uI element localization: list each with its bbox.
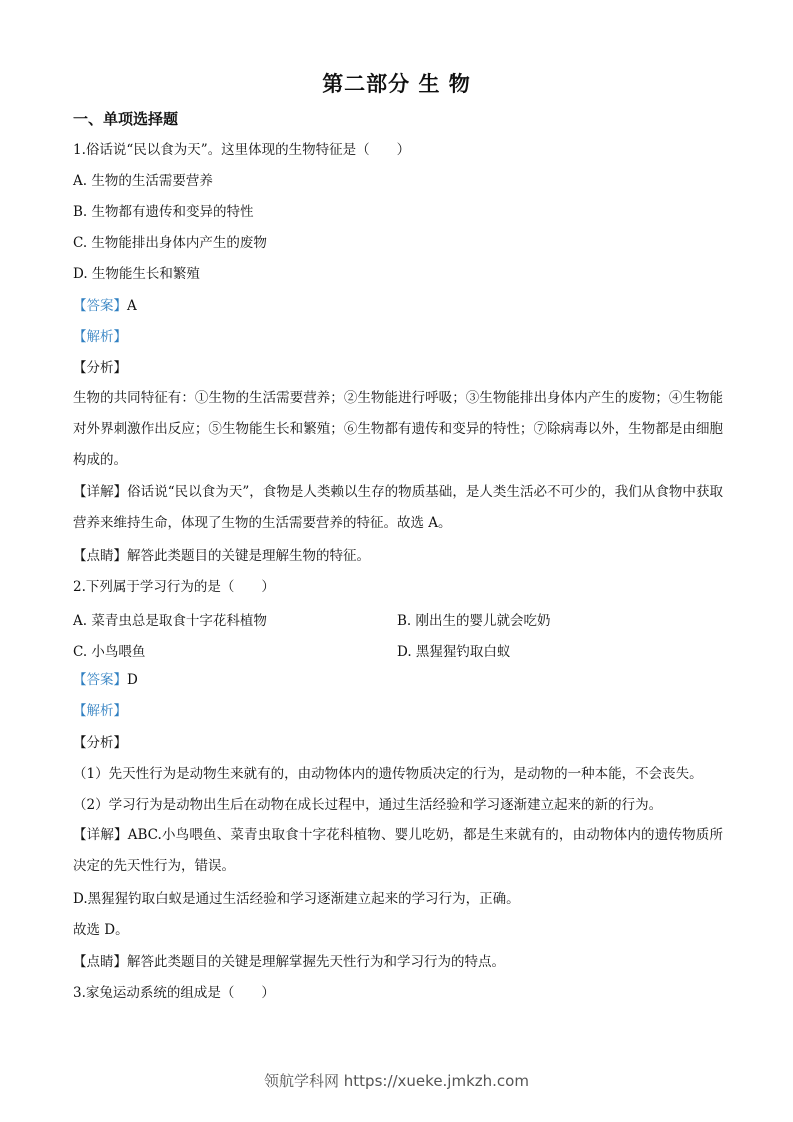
q1-option-b: B. 生物都有遗传和变异的特性	[73, 204, 254, 220]
q1-fenxi-tag: 【分析】	[73, 360, 127, 376]
q1-answer	[73, 297, 137, 315]
q1-jiexi-tag: 【解析】	[73, 329, 127, 345]
answer-value: D	[127, 672, 138, 688]
footer-watermark: 领航学科网 https://xueke.jmkzh.com	[264, 1072, 529, 1090]
q2-option-b: B. 刚出生的婴儿就会吃奶	[397, 613, 551, 629]
q2-choose: 故选 D。	[73, 922, 129, 938]
xiangjie-tag: 【详解】	[73, 484, 128, 500]
q2-fenxi-2: （2）学习行为是动物出生后在动物在成长过程中，通过生活经验和学习逐渐建立起来的新的行为。	[73, 797, 663, 813]
q2-line-d: D.黑猩猩钓取白蚁是通过生活经验和学习逐渐建立起来的学习行为，正确。	[73, 891, 520, 907]
section-heading: 一、单项选择题	[73, 110, 179, 128]
q1-option-a: A. 生物的生活需要营养	[73, 173, 213, 189]
answer-tag: 【答案】	[73, 298, 127, 314]
q1-xiangjie	[73, 477, 723, 539]
answer-value: A	[127, 298, 137, 314]
q3-stem: 3.家兔运动系统的组成是（ ）	[73, 985, 275, 1001]
dianjing-text: 解答此类题目的关键是理解掌握先天性行为和学习行为的特点。	[127, 954, 505, 970]
q1-stem: 1.俗话说“民以食为天”。这里体现的生物特征是（ ）	[73, 142, 411, 158]
q2-xiangjie	[73, 820, 723, 882]
xiangjie-text: ABC.小鸟喂鱼、菜青虫取食十字花科植物、婴儿吃奶，都是生来就有的，由动物体内的遗传物质所决定的先天性行为，错误。	[73, 827, 723, 874]
q2-answer	[73, 671, 138, 689]
q2-fenxi-1: （1）先天性行为是动物生来就有的，由动物体内的遗传物质决定的行为，是动物的一种本能，不会丧失。	[73, 766, 703, 782]
q2-option-c: C. 小鸟喂鱼	[73, 644, 146, 660]
q1-option-d: D. 生物能生长和繁殖	[73, 266, 200, 282]
q2-jiexi-tag: 【解析】	[73, 703, 127, 719]
dianjing-tag: 【点睛】	[73, 548, 127, 564]
xiangjie-tag: 【详解】	[73, 827, 128, 843]
q1-fenxi-text: 生物的共同特征有：①生物的生活需要营养；②生物能进行呼吸；③生物能排出身体内产生的废物；④生物能对外界刺激作出反应；⑤生物能生长和繁殖；⑥生物都有遗传和变异的特性；⑦除病毒以外，生物都是由细胞构成的。	[73, 390, 723, 468]
q2-option-a: A. 菜青虫总是取食十字花科植物	[73, 613, 267, 629]
q2-dianjing	[73, 953, 505, 971]
q1-dianjing	[73, 547, 370, 565]
dianjing-text: 解答此类题目的关键是理解生物的特征。	[127, 548, 370, 564]
q2-fenxi-tag: 【分析】	[73, 735, 127, 751]
dianjing-tag: 【点睛】	[73, 954, 127, 970]
q2-stem: 2.下列属于学习行为的是（ ）	[73, 579, 275, 595]
xiangjie-text: 俗话说“民以食为天”，食物是人类赖以生存的物质基础，是人类生活必不可少的，我们从食物中获取营养来维持生命，体现了生物的生活需要营养的特征。故选 A。	[73, 484, 723, 531]
q2-option-d: D. 黑猩猩钓取白蚁	[397, 644, 511, 660]
answer-tag: 【答案】	[73, 672, 127, 688]
q1-option-c: C. 生物能排出身体内产生的废物	[73, 235, 267, 251]
page-title: 第二部分 生 物	[322, 71, 471, 96]
